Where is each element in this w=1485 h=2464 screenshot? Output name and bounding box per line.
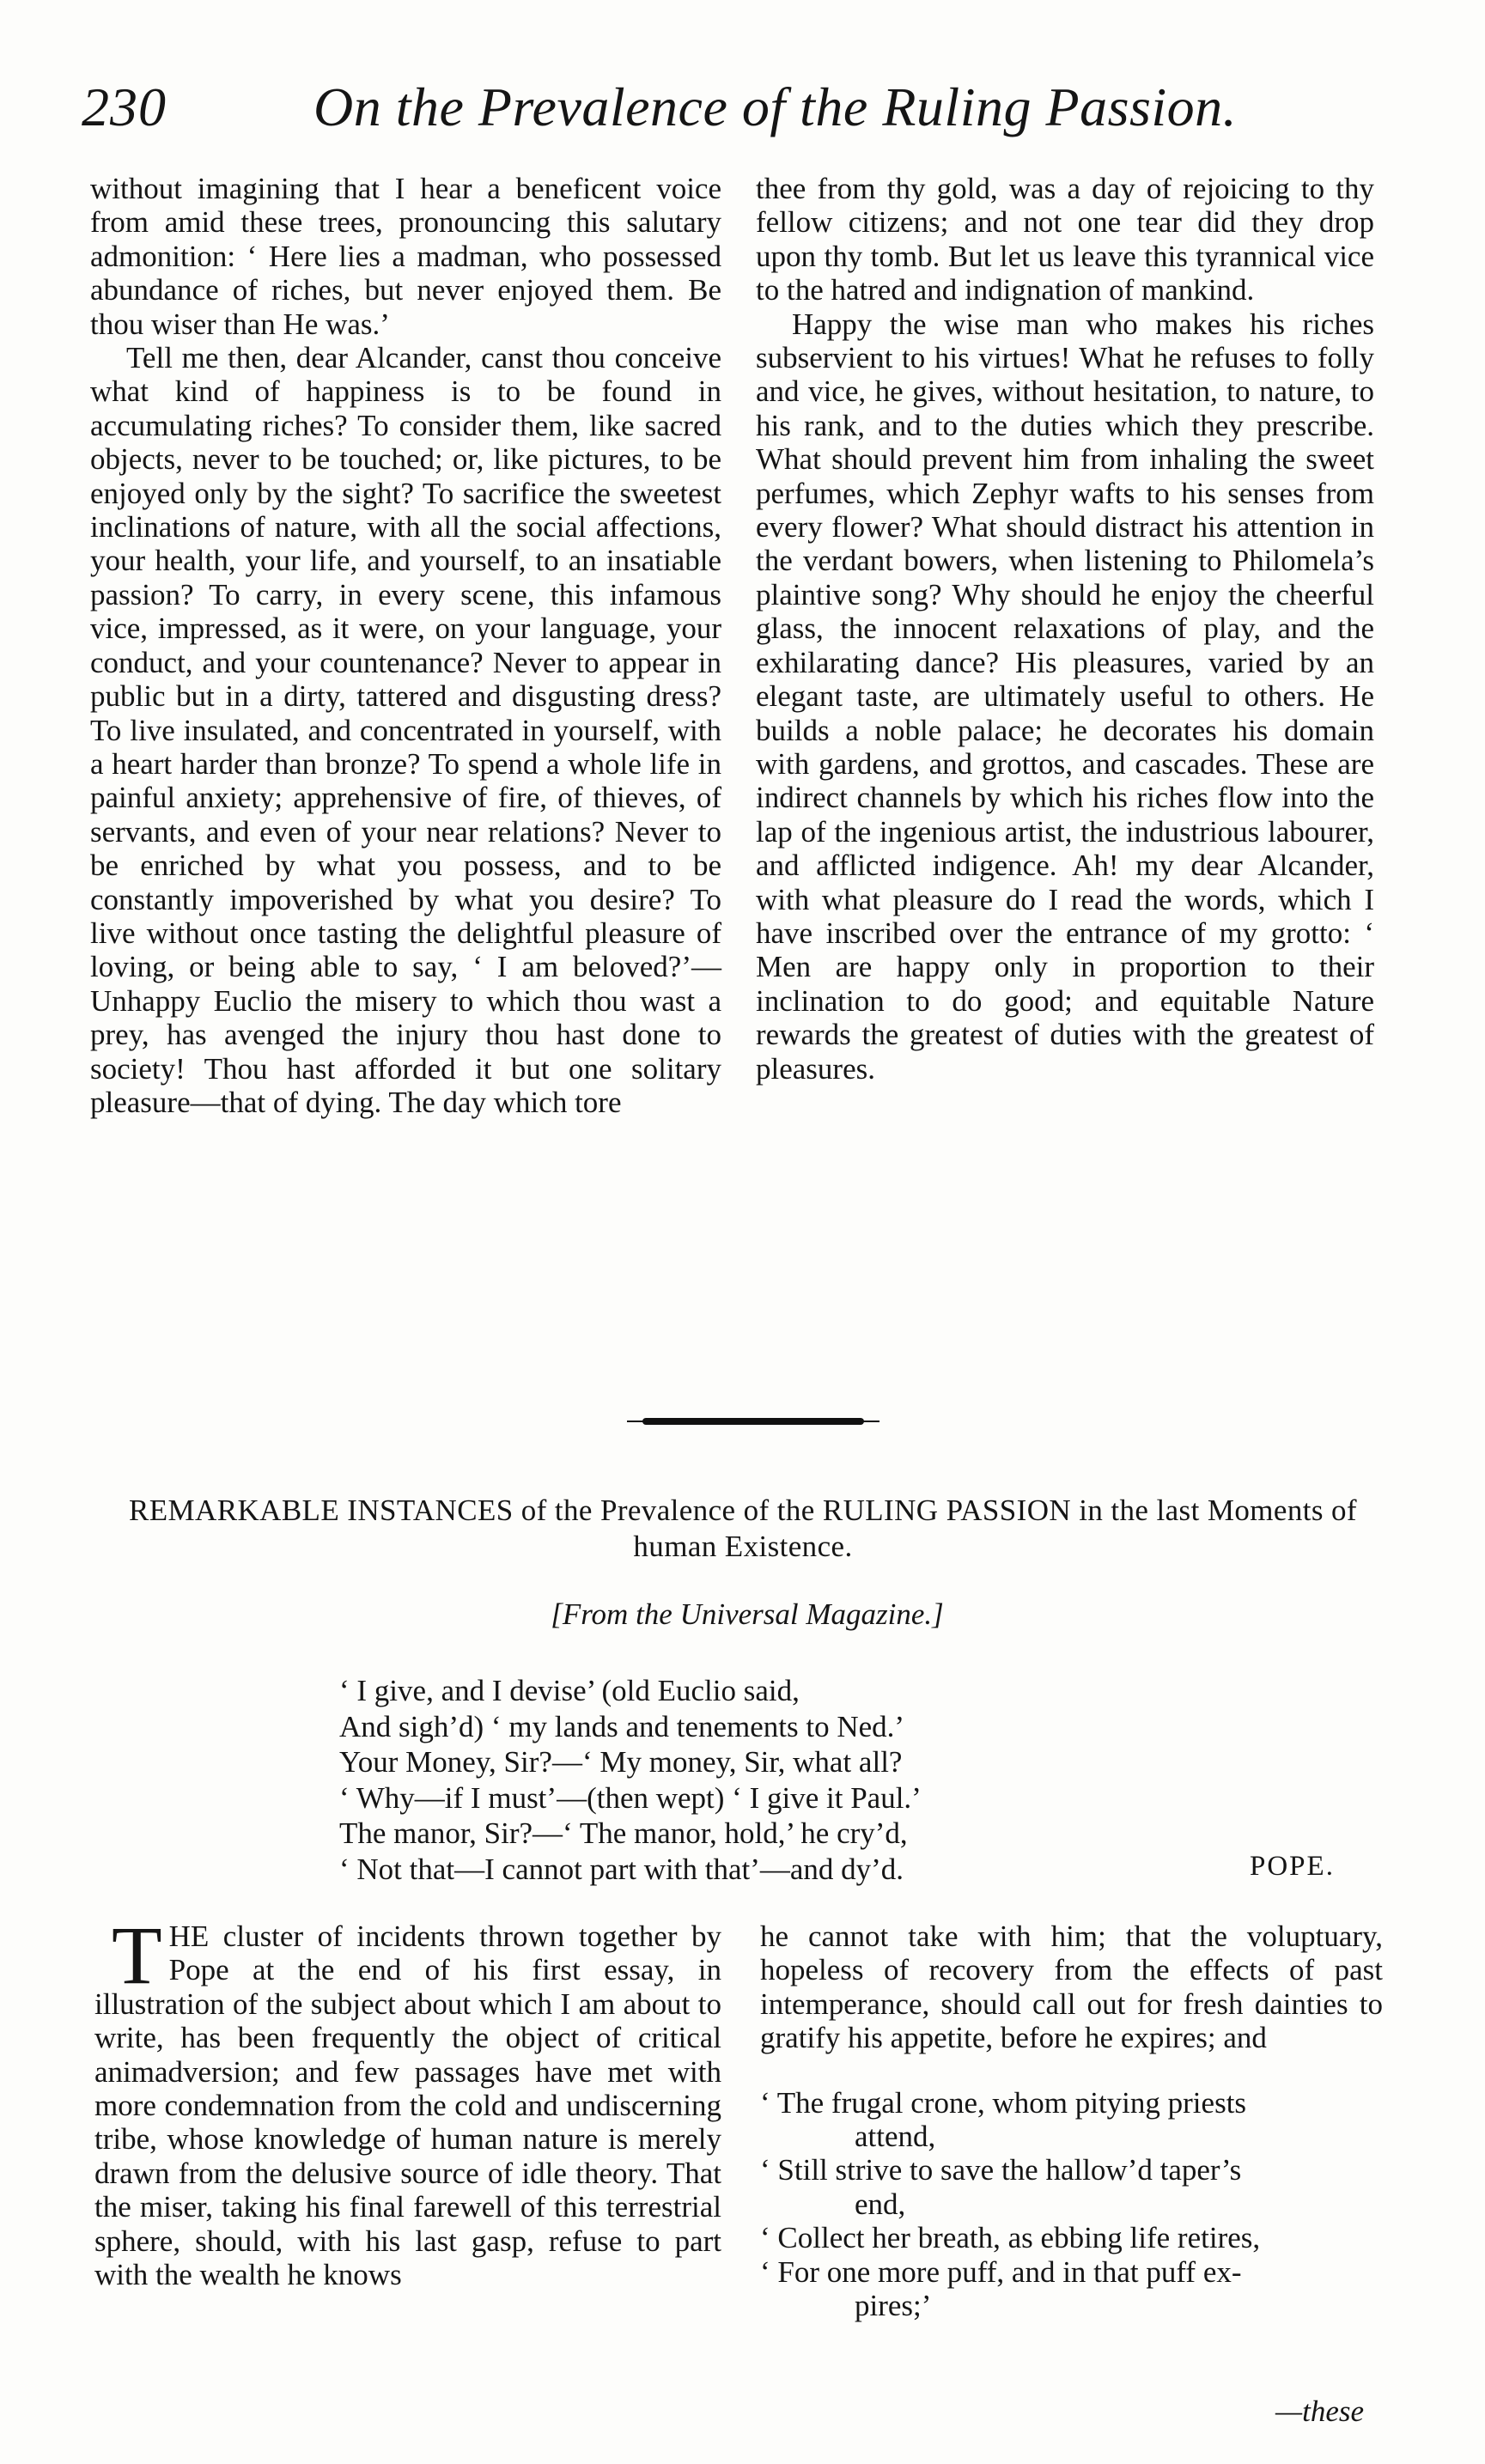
quote-line: ‘ Still strive to save the hallow’d taper’s (760, 2153, 1242, 2187)
quote-line: pires;’ (855, 2289, 932, 2323)
epigraph-author: POPE. (1250, 1851, 1335, 1882)
quote-line: ‘ The frugal crone, whom pitying priests (760, 2085, 1247, 2120)
quote-line: ‘ Collect her breath, as ebbing life retires, (760, 2221, 1261, 2255)
quote-line: attend, (855, 2120, 936, 2154)
article-paragraph: he cannot take with him; that the voluptuary, hopeless of recovery from the effects of past intemperance, should call out for fresh dainties to gratify his appetite, before he expires; and (760, 1919, 1383, 2055)
epigraph-line: Your Money, Sir?—‘ My money, Sir, what all? (339, 1745, 903, 1779)
section-divider-rule (642, 1418, 864, 1425)
epigraph (339, 1673, 1370, 1887)
quote-line: ‘ For one more puff, and in that puff ex- (760, 2254, 1242, 2289)
article-title: REMARKABLE INSTANCES of the Prevalence of the RULING PASSION in the last Moments of human Existence. (129, 1494, 1357, 1563)
article-text: HE cluster of incidents thrown together by Pope at the end of his first essay, in illustration of the subject about which I am about to write, has been frequently the object of critical animadversion; and few passages have met with more condemnation from the cold and undiscerning tribe, whose knowledge of human nature is merely drawn from the delusive source of idle theory. That the miser, taking his final farewell of this terrestrial sphere, should, with his last gasp, refuse to part with the wealth he knows (94, 1919, 721, 2292)
epigraph-line: The manor, Sir?—‘ The manor, hold,’ he cry’d, (339, 1816, 908, 1850)
epigraph-line: ‘ Why—if I must’—(then wept) ‘ I give it Paul.’ (339, 1780, 922, 1815)
drop-cap: T (112, 1909, 162, 2001)
essay-paragraph: thee from thy gold, was a day of rejoicing to thy fellow citizens; and not one tear did they drop upon thy tomb. But let us leave this tyrannical vice to the hatred and indignation of mankind. (756, 172, 1374, 307)
article-paragraph (94, 1909, 721, 2292)
essay-column-left (90, 172, 721, 1119)
article-column-right (760, 1919, 1383, 2322)
article-source: [From the Universal Magazine.] (551, 1597, 944, 1631)
catchword: —these (1275, 2394, 1365, 2428)
epigraph-line: ‘ I give, and I devise’ (old Euclio said, (339, 1674, 800, 1707)
block-quote (760, 2086, 1383, 2323)
essay-paragraph: Tell me then, dear Alcander, canst thou conceive what kind of happiness is to be found in accumulating riches? To consider them, like sacred objects, never to be touched; or, like pictures, to be enjoyed only by the sight? To sacrifice the sweetest inclinations of nature, with all the social affections, your health, your life, and yourself, to an insatiable passion? To carry, in every scene, this infamous vice, impressed, as it were, on your language, your conduct, and your countenance? Never to appear in public but in a dirty, tattered and disgusting dress? To live insulated, and concentrated in yourself, with a heart harder than bronze? To spend a whole life in painful anxiety; apprehensive of fire, of thieves, of servants, and even of your near relations? Never to be enriched by what you possess, and to be constantly impoverished by what you desire? To live without once tasting the delightful pleasure of loving, or being able to say, ‘ I am beloved?’—Unhappy Euclio the misery to which thou wast a prey, has avenged the injury thou hast done to society! Thou hast afforded it but one solitary pleasure—that of dying. The day which tore (90, 341, 721, 1119)
essay-paragraph: without imagining that I hear a beneficent voice from amid these trees, pronouncing this salutary admonition: ‘ Here lies a madman, who possessed abundance of riches, but never enjoyed them. Be thou wiser than He was.’ (90, 172, 721, 341)
essay-paragraph: Happy the wise man who makes his riches subservient to his virtues! What he refuses to folly and vice, he gives, without hesitation, to nature, to his rank, and to the duties which they prescribe. What should prevent him from inhaling the sweet perfumes, which Zephyr wafts to his senses from every flower? What should distract his attention in the verdant bowers, when listening to Philomela’s plaintive song? Why should he enjoy the cheerful glass, the innocent relaxations of play, and the exhilarating dance? His pleasures, varied by an elegant taste, are ultimately useful to others. He builds a noble palace; he decorates his domain with gardens, and grottos, and cascades. These are indirect channels by which his riches flow into the lap of the ingenious artist, the industrious labourer, and afflicted indigence. Ah! my dear Alcander, with what pleasure do I read the words, which I have inscribed over the entrance of my grotto: ‘ Men are happy only in proportion to their inclination to do good; and equitable Nature rewards the greatest of duties with the greatest of pleasures. (756, 307, 1374, 1086)
running-title: On the Prevalence of the Ruling Passion. (313, 76, 1238, 137)
essay-column-right (756, 172, 1374, 1086)
article-column-left (94, 1909, 721, 2292)
epigraph-line: And sigh’d) ‘ my lands and tenements to Ned.’ (339, 1709, 905, 1743)
page-number: 230 (82, 76, 167, 137)
epigraph-line: ‘ Not that—I cannot part with that’—and dy’d. (339, 1852, 904, 1886)
running-head (82, 76, 1387, 153)
quote-line: end, (855, 2187, 906, 2221)
